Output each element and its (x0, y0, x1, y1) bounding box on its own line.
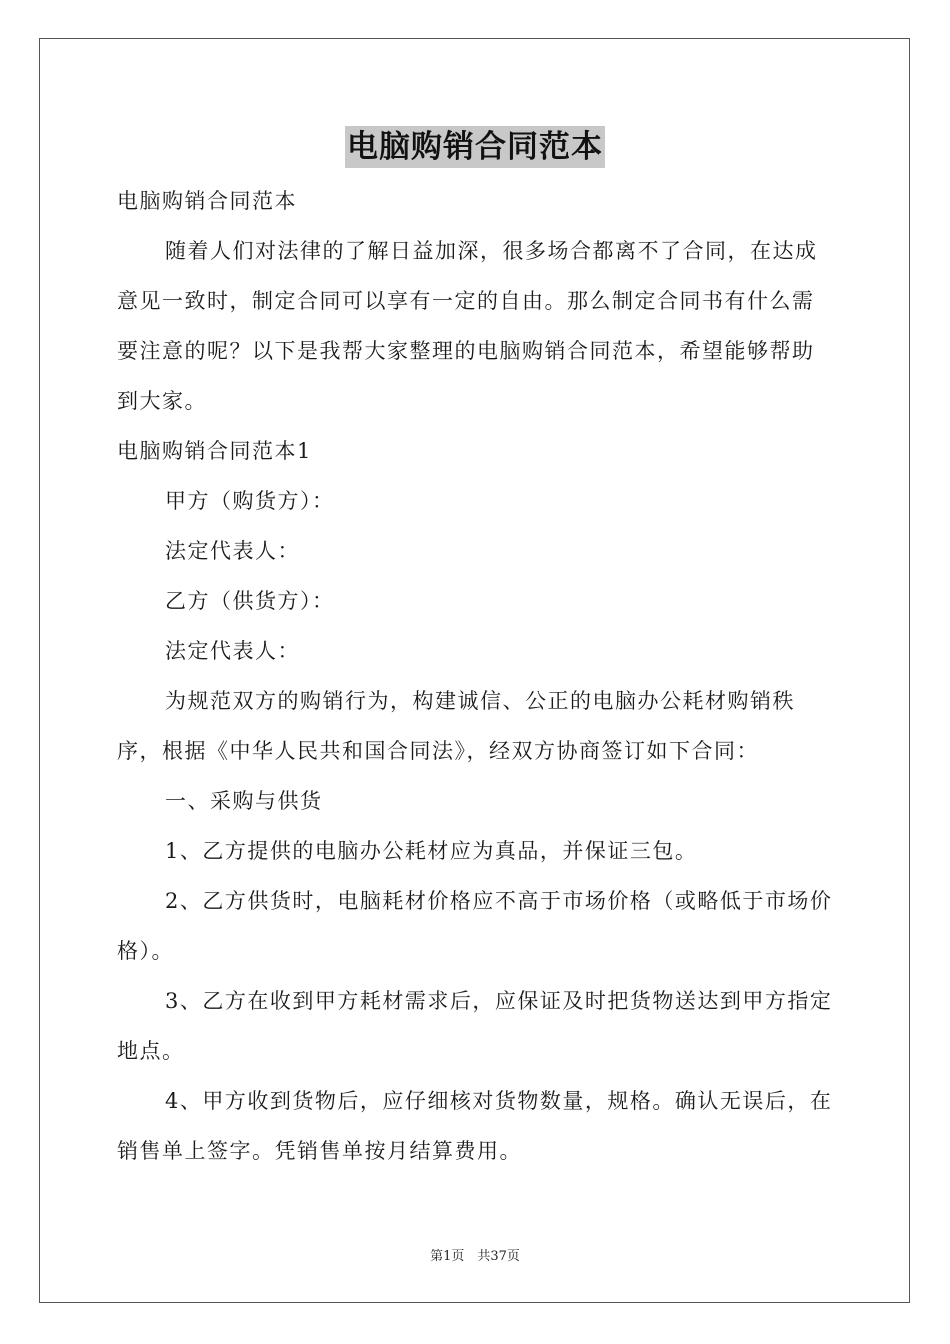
paragraph: 1、乙方提供的电脑办公耗材应为真品，并保证三包。 (165, 839, 698, 863)
paragraph: 乙方（供货方）： (165, 589, 335, 613)
paragraph: 一、采购与供货 (165, 789, 323, 813)
paragraph: 法定代表人： (165, 539, 300, 563)
paragraph: 4、甲方收到货物后，应仔细核对货物数量，规格。确认无误后，在销售单上签字。凭销售单按月结算费用。 (117, 1089, 833, 1163)
paragraph: 甲方（购货方）： (165, 489, 335, 513)
section-heading: 电脑购销合同范本1 (117, 439, 312, 463)
document-body (117, 176, 835, 1176)
page-number: 第1页 共37页 (430, 1249, 520, 1264)
paragraph: 2、乙方供货时，电脑耗材价格应不高于市场价格（或略低于市场价格）。 (117, 889, 833, 963)
title-container (0, 126, 950, 168)
paragraph: 随着人们对法律的了解日益加深，很多场合都离不了合同，在达成意见一致时，制定合同可以享有一定的自由。那么制定合同书有什么需要注意的呢？以下是我帮大家整理的电脑购销合同范本，希望能够帮助到大家。 (117, 239, 818, 413)
paragraph: 为规范双方的购销行为，构建诚信、公正的电脑办公耗材购销秩序，根据《中华人民共和国合同法》，经双方协商签订如下合同： (117, 689, 795, 763)
paragraph: 法定代表人： (165, 639, 300, 663)
paragraph: 3、乙方在收到甲方耗材需求后，应保证及时把货物送达到甲方指定地点。 (117, 989, 833, 1063)
paragraph: 电脑购销合同范本 (117, 189, 297, 213)
document-title: 电脑购销合同范本 (345, 126, 605, 168)
